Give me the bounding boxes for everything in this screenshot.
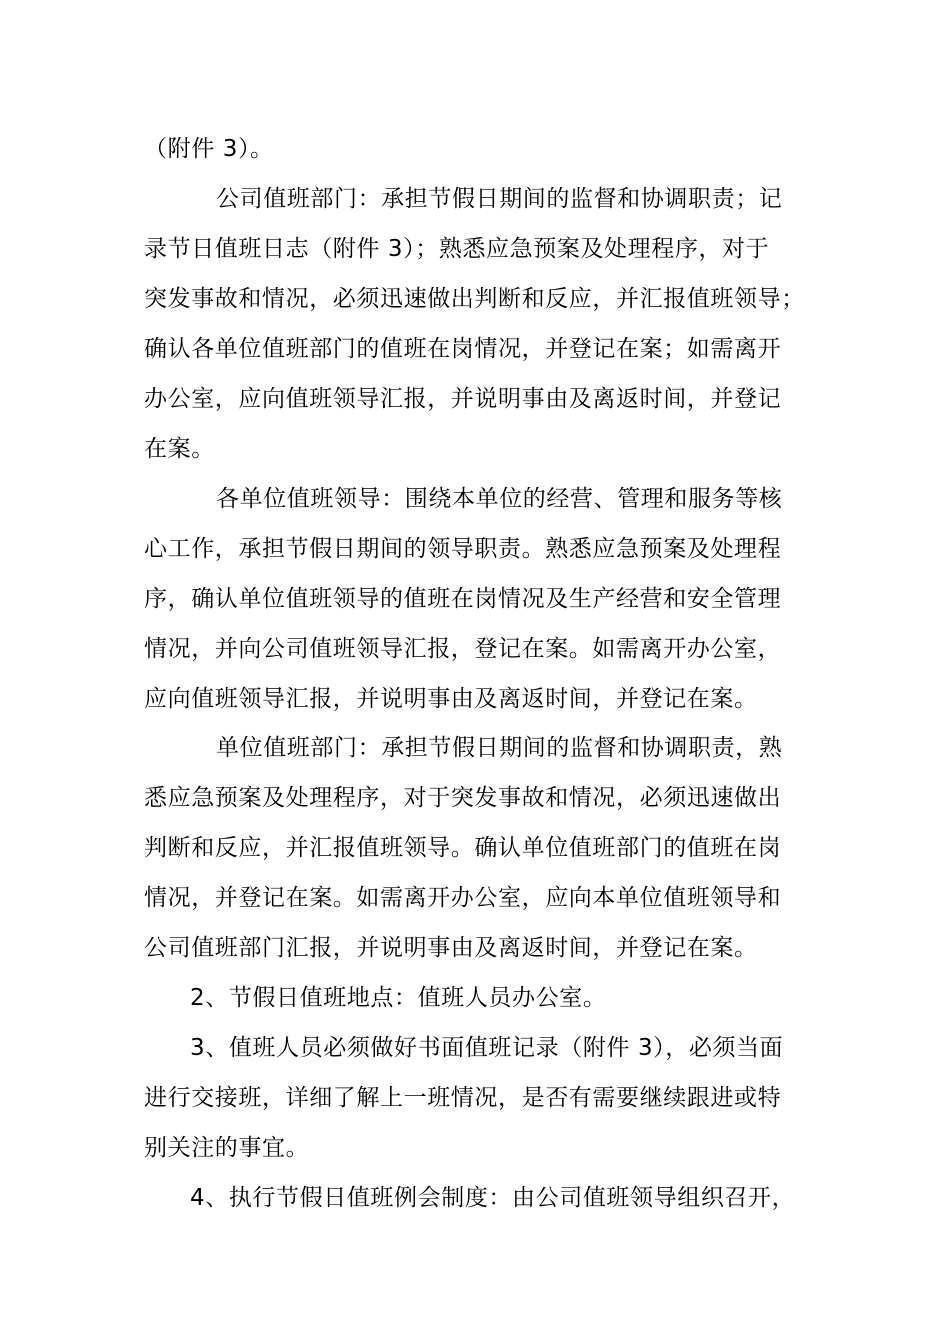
text-line-5: 确认各单位值班部门的值班在岗情况，并登记在案；如需离开 <box>144 336 782 362</box>
text-line-19: 3、值班人员必须做好书面值班记录（附件 3），必须当面 <box>190 1035 784 1061</box>
text-line-1: （附件 3）。 <box>144 136 274 162</box>
text-line-12: 应向值班领导汇报，并说明事由及离返时间，并登记在案。 <box>144 686 758 712</box>
text-line-21: 别关注的事宜。 <box>144 1135 310 1161</box>
text-line-18: 2、节假日值班地点：值班人员办公室。 <box>190 985 607 1011</box>
text-line-3: 录节日值班日志（附件 3）；熟悉应急预案及处理程序，对于 <box>144 236 770 262</box>
text-line-17: 公司值班部门汇报，并说明事由及离返时间，并登记在案。 <box>144 935 758 961</box>
text-line-11: 情况，并向公司值班领导汇报，登记在案。如需离开办公室， <box>144 636 782 662</box>
text-line-6: 办公室，应向值班领导汇报，并说明事由及离返时间，并登记 <box>144 386 782 412</box>
text-line-13: 单位值班部门：承担节假日期间的监督和协调职责，熟 <box>216 735 783 761</box>
text-line-8: 各单位值班领导：围绕本单位的经营、管理和服务等核 <box>216 486 783 512</box>
text-line-22: 4、执行节假日值班例会制度：由公司值班领导组织召开， <box>190 1185 796 1211</box>
text-line-16: 情况，并登记在案。如需离开办公室，应向本单位值班领导和 <box>144 885 782 911</box>
text-line-20: 进行交接班，详细了解上一班情况，是否有需要继续跟进或特 <box>144 1085 782 1111</box>
text-line-2: 公司值班部门：承担节假日期间的监督和协调职责；记 <box>216 186 783 212</box>
text-line-14: 悉应急预案及处理程序，对于突发事故和情况，必须迅速做出 <box>144 785 782 811</box>
text-line-4: 突发事故和情况，必须迅速做出判断和反应，并汇报值班领导； <box>144 286 805 312</box>
text-line-7: 在案。 <box>144 436 215 462</box>
text-line-15: 判断和反应，并汇报值班领导。确认单位值班部门的值班在岗 <box>144 835 782 861</box>
text-line-9: 心工作，承担节假日期间的领导职责。熟悉应急预案及处理程 <box>144 536 782 562</box>
text-line-10: 序，确认单位值班领导的值班在岗情况及生产经营和安全管理 <box>144 586 782 612</box>
